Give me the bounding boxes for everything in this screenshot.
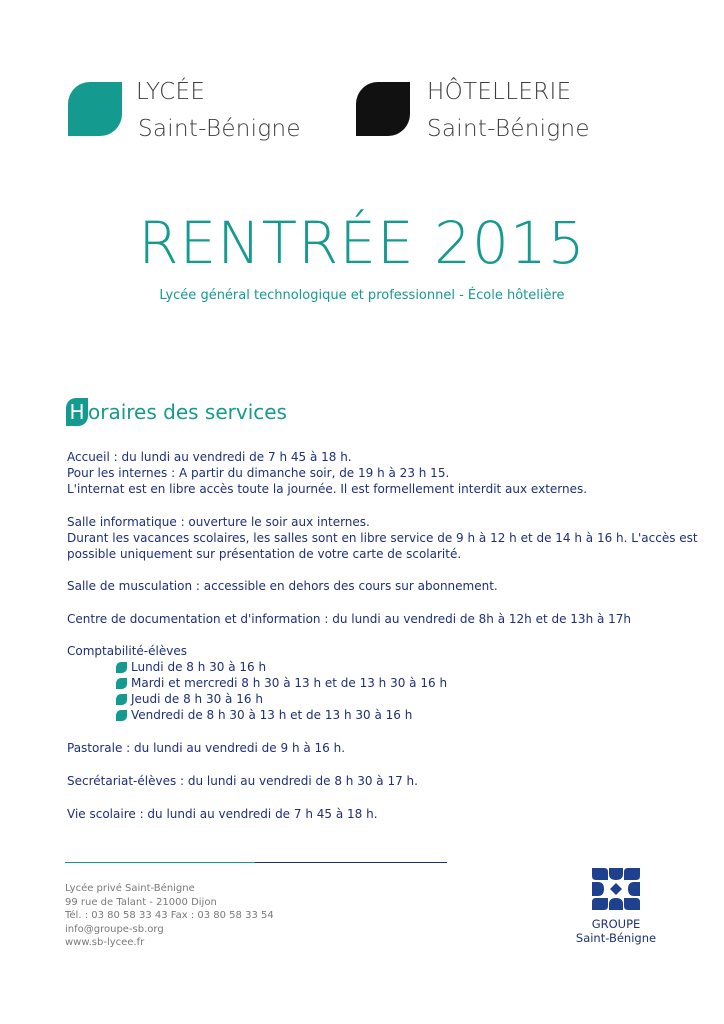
leaf-bullet-icon [116, 710, 127, 721]
groupe-logo-line2: Saint-Bénigne [575, 931, 657, 945]
groupe-logo-line1: GROUPE [591, 917, 641, 931]
section-heading-initial: H [66, 398, 88, 426]
groupe-logo-icon [590, 866, 642, 912]
musculation-label: Salle de musculation : [67, 579, 200, 593]
salle-informatique-text: ouverture le soir aux internes. [184, 515, 370, 529]
salle-informatique-label: Salle informatique : [67, 515, 185, 529]
hotellerie-logo-line2: Saint-Bénigne [427, 116, 590, 142]
secretariat-block [67, 773, 667, 789]
accueil-block [67, 449, 667, 497]
cdi-label: Centre de documentation et d'information : [67, 612, 329, 626]
footer-divider-teal [65, 862, 255, 863]
leaf-bullet-icon [116, 662, 127, 673]
hotellerie-logo-leaf-icon [356, 82, 410, 136]
accueil-internat: L'internat est en libre accès toute la journée. Il est formellement interdit aux externes. [67, 482, 588, 496]
footer-divider-navy [255, 862, 447, 863]
accueil-internes: Pour les internes : A partir du dimanche soir, de 19 h à 23 h 15. [67, 466, 450, 480]
hotellerie-logo-line1: HÔTELLERIE [427, 79, 572, 105]
lycee-logo-line1: LYCÉE [136, 79, 206, 105]
footer-email[interactable]: info@groupe-sb.org [65, 923, 164, 935]
salle-informatique-vacances: Durant les vacances scolaires, les salles sont en libre service de 9 h à 12 h et de 14 h à 16 h. L'accès est [67, 531, 698, 545]
salle-informatique-block [67, 514, 698, 562]
pastorale-label: Pastorale [67, 741, 123, 755]
accueil-label: Accueil : [67, 450, 118, 464]
leaf-bullet-icon [116, 694, 127, 705]
footer-phone-fax: Tél. : 03 80 58 33 43 Fax : 03 80 58 33 54 [65, 910, 274, 921]
accueil-hours: du lundi au vendredi de 7 h 45 à 18 h. [117, 450, 352, 464]
cdi-block [67, 611, 667, 627]
vie-scolaire-block [67, 806, 667, 822]
footer-street: 99 rue de Talant - 21000 Dijon [65, 896, 217, 908]
vie-scolaire-label: Vie scolaire [67, 807, 136, 821]
footer-address [65, 882, 274, 950]
musculation-text: accessible en dehors des cours sur abonnement. [199, 579, 498, 593]
comptabilite-label: Comptabilité-élèves [67, 644, 187, 658]
footer-school-name: Lycée privé Saint-Bénigne [65, 883, 195, 894]
secretariat-label: Secrétariat-élèves : [67, 774, 185, 788]
secretariat-text: du lundi au vendredi de 8 h 30 à 17 h. [184, 774, 418, 788]
comptabilite-block [67, 643, 667, 659]
groupe-logo-text [560, 917, 672, 945]
cdi-text: du lundi au vendredi de 8h à 12h et de 13h à 17h [328, 612, 632, 626]
pastorale-text: : du lundi au vendredi de 9 h à 16 h. [122, 741, 346, 755]
footer-website[interactable]: www.sb-lycee.fr [65, 937, 145, 948]
page-title: RENTRÉE 2015 [138, 209, 586, 277]
lycee-logo-leaf-icon [68, 82, 122, 136]
lycee-logo-line2: Saint-Bénigne [138, 116, 301, 142]
vie-scolaire-text: : du lundi au vendredi de 7 h 45 à 18 h. [135, 807, 378, 821]
pastorale-block [67, 740, 667, 756]
page-subtitle: Lycée général technologique et professionnel - École hôtelière [159, 288, 565, 303]
musculation-block [67, 578, 667, 594]
section-heading-text: oraires des services [88, 400, 287, 424]
salle-informatique-acces: possible uniquement sur présentation de votre carte de scolarité. [67, 547, 462, 561]
leaf-bullet-icon [116, 678, 127, 689]
